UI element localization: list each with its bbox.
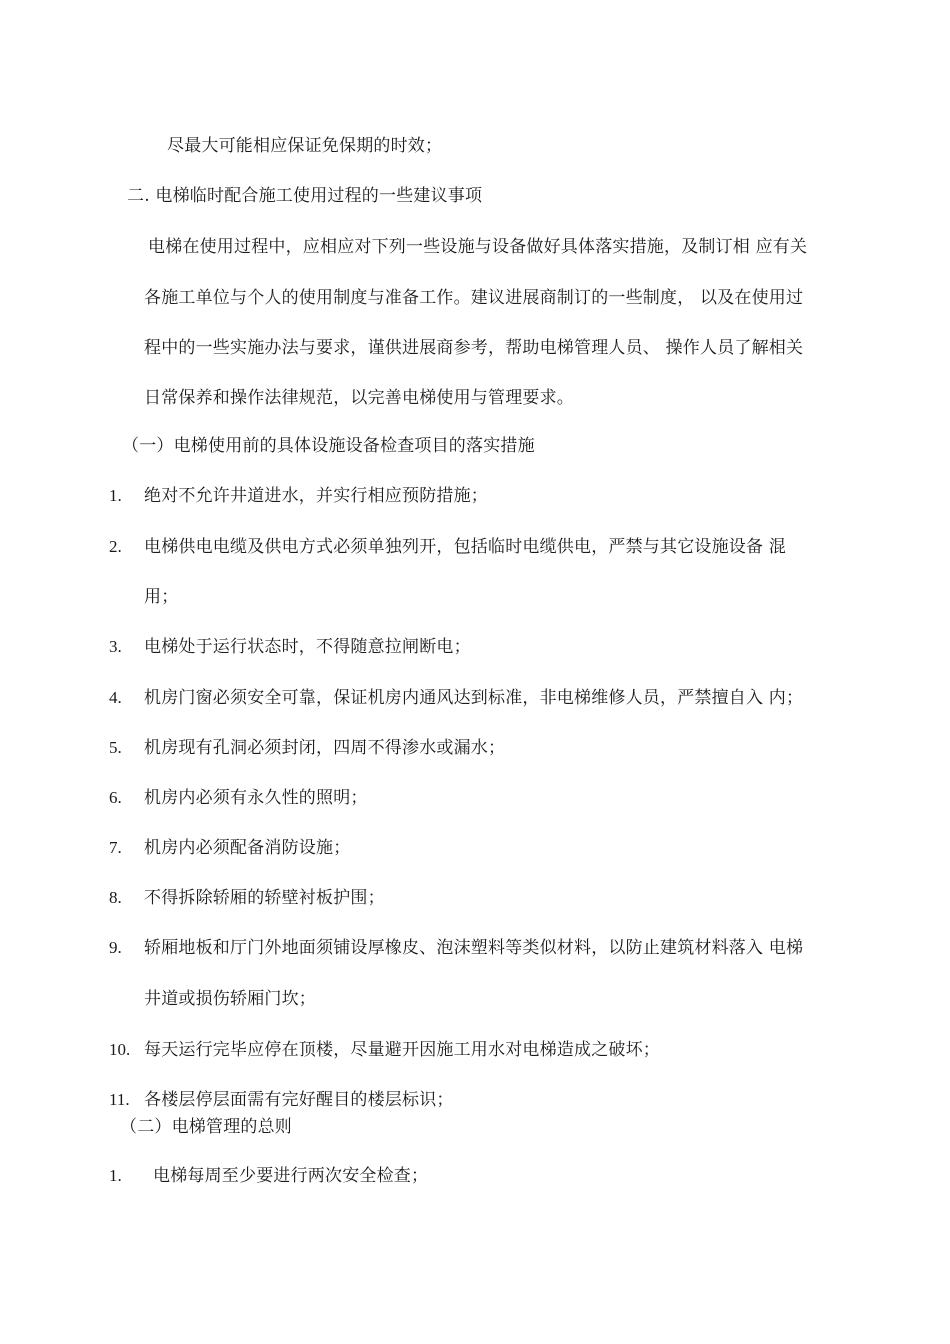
list-item: 各楼层停层面需有完好醒目的楼层标识；	[144, 1090, 454, 1110]
list-item-number: 9.	[109, 938, 122, 957]
list-item-number: 6.	[109, 788, 122, 807]
list-item-number: 4.	[109, 688, 122, 707]
list-item: 机房现有孔洞必须封闭，四周不得渗水或漏水；	[144, 738, 506, 758]
list-item: 机房门窗必须安全可靠，保证机房内通风达到标准，非电梯维修人员，严禁擅自入 内；	[144, 688, 804, 708]
list-item-number: 2.	[109, 537, 122, 556]
list-item: 每天运行完毕应停在顶楼，尽量避开因施工用水对电梯造成之破坏；	[144, 1040, 660, 1060]
list-item: 电梯处于运行状态时，不得随意拉闸断电；	[144, 637, 471, 657]
list-item: 不得拆除轿厢的轿壁衬板护围；	[144, 888, 385, 908]
intro-tail-line: 尽最大可能相应保证免保期的时效；	[167, 136, 443, 156]
list-item: 电梯每周至少要进行两次安全检查；	[153, 1166, 429, 1186]
list-item-number: 5.	[109, 738, 122, 757]
paragraph-line-2: 各施工单位与个人的使用制度与准备工作。建议进展商制订的一些制度， 以及在使用过	[144, 288, 804, 308]
list-item-number: 11.	[109, 1090, 130, 1109]
list-item: 电梯供电电缆及供电方式必须单独列开，包括临时电缆供电，严禁与其它设施设备 混	[144, 537, 787, 557]
list-item-continuation: 井道或损伤轿厢门坎；	[144, 989, 316, 1009]
section2-heading: 二. 电梯临时配合施工使用过程的一些建议事项	[127, 186, 483, 206]
paragraph-line-1: 电梯在使用过程中，应相应对下列一些设施与设备做好具体落实措施，及制订相 应有关	[148, 237, 808, 257]
list-item-number: 1.	[109, 486, 122, 505]
list-item-number: 1.	[109, 1166, 122, 1185]
list-item: 轿厢地板和厅门外地面须铺设厚橡皮、泡沫塑料等类似材料，以防止建筑材料落入 电梯	[144, 938, 804, 958]
list-item-number: 3.	[109, 637, 122, 656]
subsection1-heading: （一）电梯使用前的具体设施设备检查项目的落实措施	[122, 436, 535, 456]
list-item-number: 8.	[109, 888, 122, 907]
paragraph-line-4: 日常保养和操作法律规范，以完善电梯使用与管理要求。	[144, 388, 574, 408]
list-item-continuation: 用；	[144, 587, 179, 607]
list-item-number: 7.	[109, 838, 122, 857]
list-item-number: 10.	[109, 1040, 131, 1059]
list-item: 机房内必须有永久性的照明；	[144, 788, 368, 808]
list-item: 机房内必须配备消防设施；	[144, 838, 351, 858]
subsection2-heading: （二）电梯管理的总则	[120, 1117, 292, 1137]
list-item: 绝对不允许井道进水，并实行相应预防措施；	[144, 486, 488, 506]
paragraph-line-3: 程中的一些实施办法与要求，谨供进展商参考，帮助电梯管理人员、 操作人员了解相关	[144, 338, 804, 358]
